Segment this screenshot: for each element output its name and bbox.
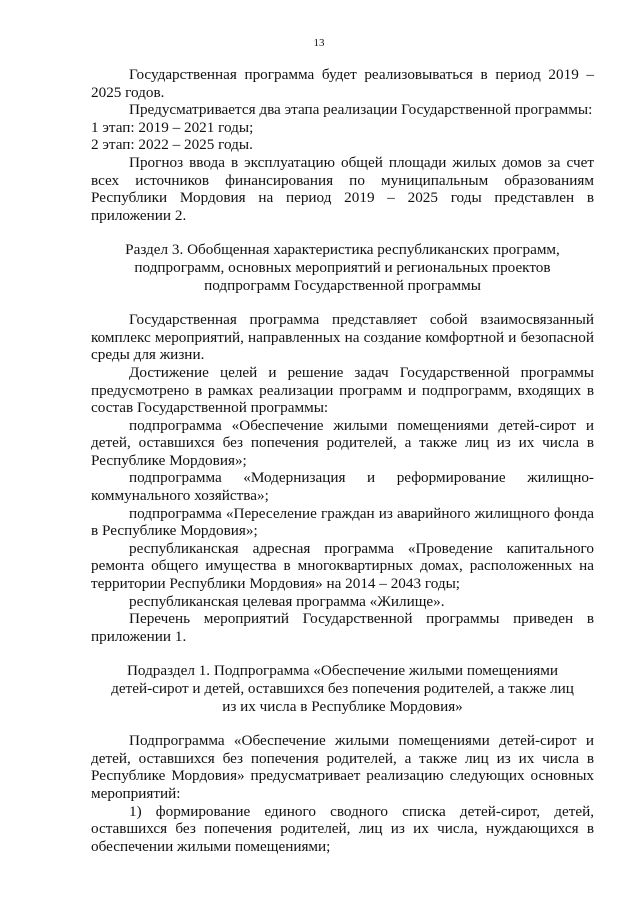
paragraph-period: Государственная программа будет реализовываться в период 2019 – 2025 годов. xyxy=(91,66,594,101)
paragraph-stages: Предусматривается два этапа реализации Государственной программы: xyxy=(129,101,593,119)
page-number: 13 xyxy=(313,37,325,49)
list-item-resettlement-subprogram: подпрограмма «Переселение граждан из аварийного жилищного фонда в Республике Мордовия»; xyxy=(91,504,594,540)
section-3-heading xyxy=(91,241,594,294)
subsection-1-heading xyxy=(91,662,594,715)
subsection-1-heading-line-2: детей-сирот и детей, оставшихся без попечения родителей, а также лиц xyxy=(111,680,574,697)
list-item-measure-1: 1) формирование единого сводного списка детей-сирот, детей, оставшихся без попечения родителей, лиц из их числа, нуждающихся в обеспечении жилыми помещениями; xyxy=(91,802,594,855)
subsection-1-heading-line-3: из их числа в Республике Мордовия» xyxy=(222,697,463,715)
paragraph-forecast: Прогноз ввода в эксплуатацию общей площади жилых домов за счет всех источников финансирования по муниципальным образованиям Республики Мордовия на период 2019 – 2025 годы представлен в приложении 2. xyxy=(91,153,594,224)
section-3-heading-line-2: подпрограмм, основных мероприятий и региональных проектов xyxy=(134,258,551,276)
page-content xyxy=(91,66,594,855)
section-3-heading-line-1: Раздел 3. Обобщенная характеристика республиканских программ, xyxy=(125,241,560,259)
list-item-capital-repair-program: республиканская адресная программа «Проведение капитального ремонта общего имущества в многоквартирных домах, расположенных на территории Республики Мордовия» на 2014 – 2043 годы; xyxy=(91,539,594,593)
paragraph-stage-1: 1 этап: 2019 – 2021 годы; xyxy=(91,118,254,136)
paragraph-program-complex: Государственная программа представляет собой взаимосвязанный комплекс мероприятий, направленных на создание комфортной и безопасной среды для жизни. xyxy=(91,311,594,364)
paragraph-goals: Достижение целей и решение задач Государственной программы предусмотрено в рамках реализации программ и подпрограмм, входящих в состав Государственной программы: xyxy=(91,363,594,417)
list-item-housing-program: республиканская целевая программа «Жилище». xyxy=(129,592,445,610)
paragraph-subprogram-measures: Подпрограмма «Обеспечение жилыми помещениями детей-сирот и детей, оставшихся без попечения родителей, а также лиц из их числа в Республике Мордовия» предусматривает реализацию следующих основных мероприятий: xyxy=(91,732,594,802)
paragraph-appendix-1: Перечень мероприятий Государственной программы приведен в приложении 1. xyxy=(91,610,594,645)
list-item-modernization-subprogram: подпрограмма «Модернизация и реформирование жилищно-коммунального хозяйства»; xyxy=(91,469,594,505)
section-3-heading-line-3: подпрограмм Государственной программы xyxy=(204,276,481,294)
list-item-orphans-subprogram: подпрограмма «Обеспечение жилыми помещениями детей-сирот и детей, оставшихся без попечения родителей, а также лиц из их числа в Республике Мордовия»; xyxy=(91,416,594,469)
paragraph-stage-2: 2 этап: 2022 – 2025 годы. xyxy=(91,136,253,154)
subsection-1-heading-line-1: Подраздел 1. Подпрограмма «Обеспечение жилыми помещениями xyxy=(126,662,559,680)
